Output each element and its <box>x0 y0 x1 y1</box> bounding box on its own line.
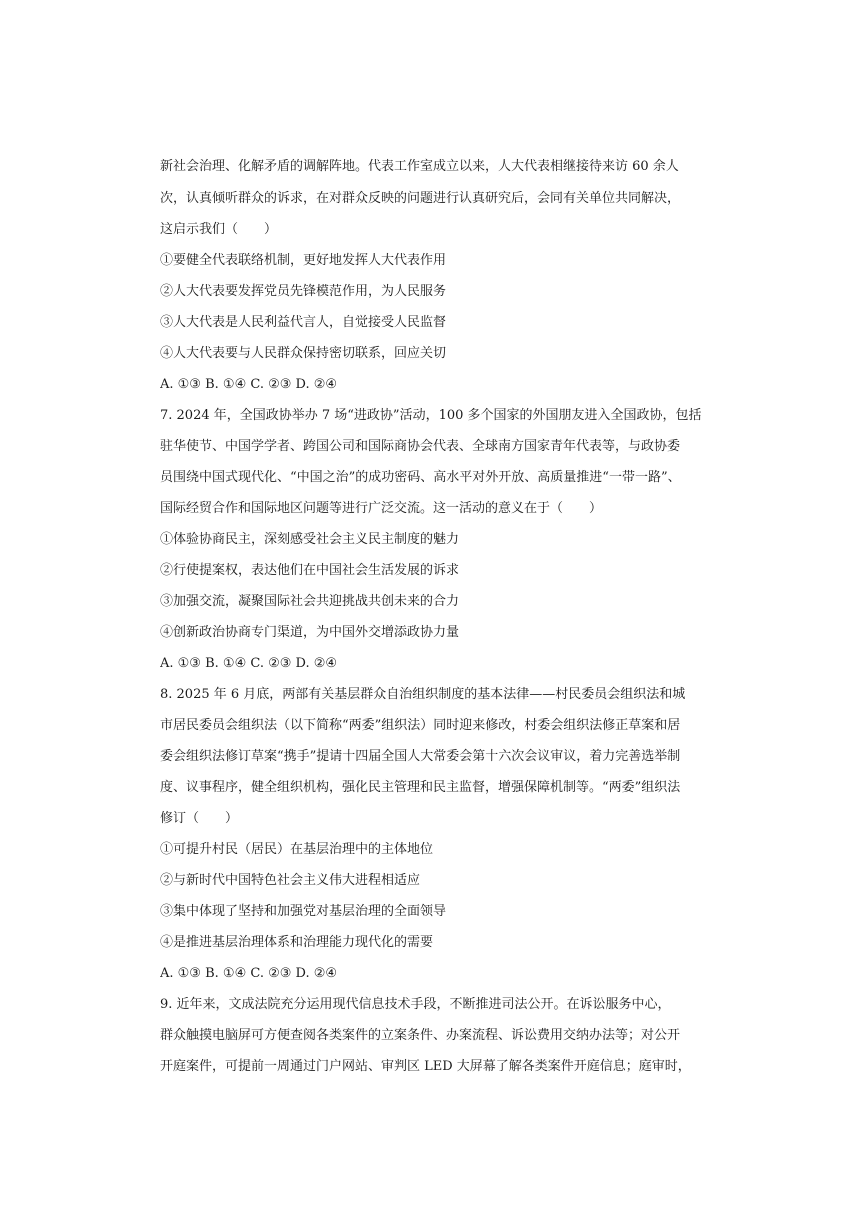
text-line: ④创新政治协商专门渠道，为中国外交增添政协力量 <box>160 625 460 640</box>
text-line: 7. 2024 年，全国政协举办 7 场“进政协”活动，100 多个国家的外国朋友进入全国政协，包括 <box>160 408 702 423</box>
text-line: 国际经贸合作和国际地区问题等进行广泛交流。这一活动的意义在于（ ） <box>160 501 603 516</box>
text-line: 市居民委员会组织法（以下简称“两委”组织法）同时迎来修改，村委会组织法修正草案和居 <box>160 718 681 733</box>
text-line: ④是推进基层治理体系和治理能力现代化的需要 <box>160 935 434 950</box>
text-line: ②人大代表要发挥党员先锋模范作用，为人民服务 <box>160 284 447 299</box>
text-line: ③集中体现了坚持和加强党对基层治理的全面领导 <box>160 904 447 919</box>
text-line: ③加强交流，凝聚国际社会共迎挑战共创未来的合力 <box>160 594 460 609</box>
text-line: 员围绕中国式现代化、“中国之治”的成功密码、高水平对外开放、高质量推进“一带一路”、 <box>160 470 681 485</box>
text-line: 驻华使节、中国学学者、跨国公司和国际商协会代表、全球南方国家青年代表等，与政协委 <box>160 439 681 454</box>
text-line: ①体验协商民主，深刻感受社会主义民主制度的魅力 <box>160 532 460 547</box>
text-line: ①可提升村民（居民）在基层治理中的主体地位 <box>160 842 434 857</box>
text-line: ①要健全代表联络机制，更好地发挥人大代表作用 <box>160 253 447 268</box>
text-line: A. ①③ B. ①④ C. ②③ D. ②④ <box>160 377 338 392</box>
text-line: 这启示我们（ ） <box>160 222 278 237</box>
text-line: ②行使提案权，表达他们在中国社会生活发展的诉求 <box>160 563 460 578</box>
text-line: 委会组织法修订草案“携手”提请十四届全国人大常委会第十六次会议审议，着力完善选举制 <box>160 749 681 764</box>
text-line: ④人大代表要与人民群众保持密切联系，回应关切 <box>160 346 447 361</box>
text-line: 9. 近年来，文成法院充分运用现代信息技术手段，不断推进司法公开。在诉讼服务中心， <box>160 997 671 1012</box>
text-line: 次，认真倾听群众的诉求，在对群众反映的问题进行认真研究后，会同有关单位共同解决， <box>160 191 681 206</box>
text-line: 度、议事程序，健全组织机构，强化民主管理和民主监督，增强保障机制等。“两委”组织法 <box>160 780 681 795</box>
text-line: A. ①③ B. ①④ C. ②③ D. ②④ <box>160 656 338 671</box>
text-line: 开庭案件，可提前一周通过门户网站、审判区 LED 大屏幕了解各类案件开庭信息；庭审时， <box>160 1059 691 1074</box>
text-line: ②与新时代中国特色社会主义伟大进程相适应 <box>160 873 421 888</box>
text-line: 修订（ ） <box>160 811 239 826</box>
text-line: 新社会治理、化解矛盾的调解阵地。代表工作室成立以来，人大代表相继接待来访 60 余人 <box>160 159 679 174</box>
text-line: 8. 2025 年 6 月底，两部有关基层群众自治组织制度的基本法律——村民委员会组织法和城 <box>160 687 686 702</box>
text-line: 群众触摸电脑屏可方便查阅各类案件的立案条件、办案流程、诉讼费用交纳办法等；对公开 <box>160 1028 681 1043</box>
text-line: ③人大代表是人民利益代言人，自觉接受人民监督 <box>160 315 447 330</box>
text-line: A. ①③ B. ①④ C. ②③ D. ②④ <box>160 966 338 981</box>
